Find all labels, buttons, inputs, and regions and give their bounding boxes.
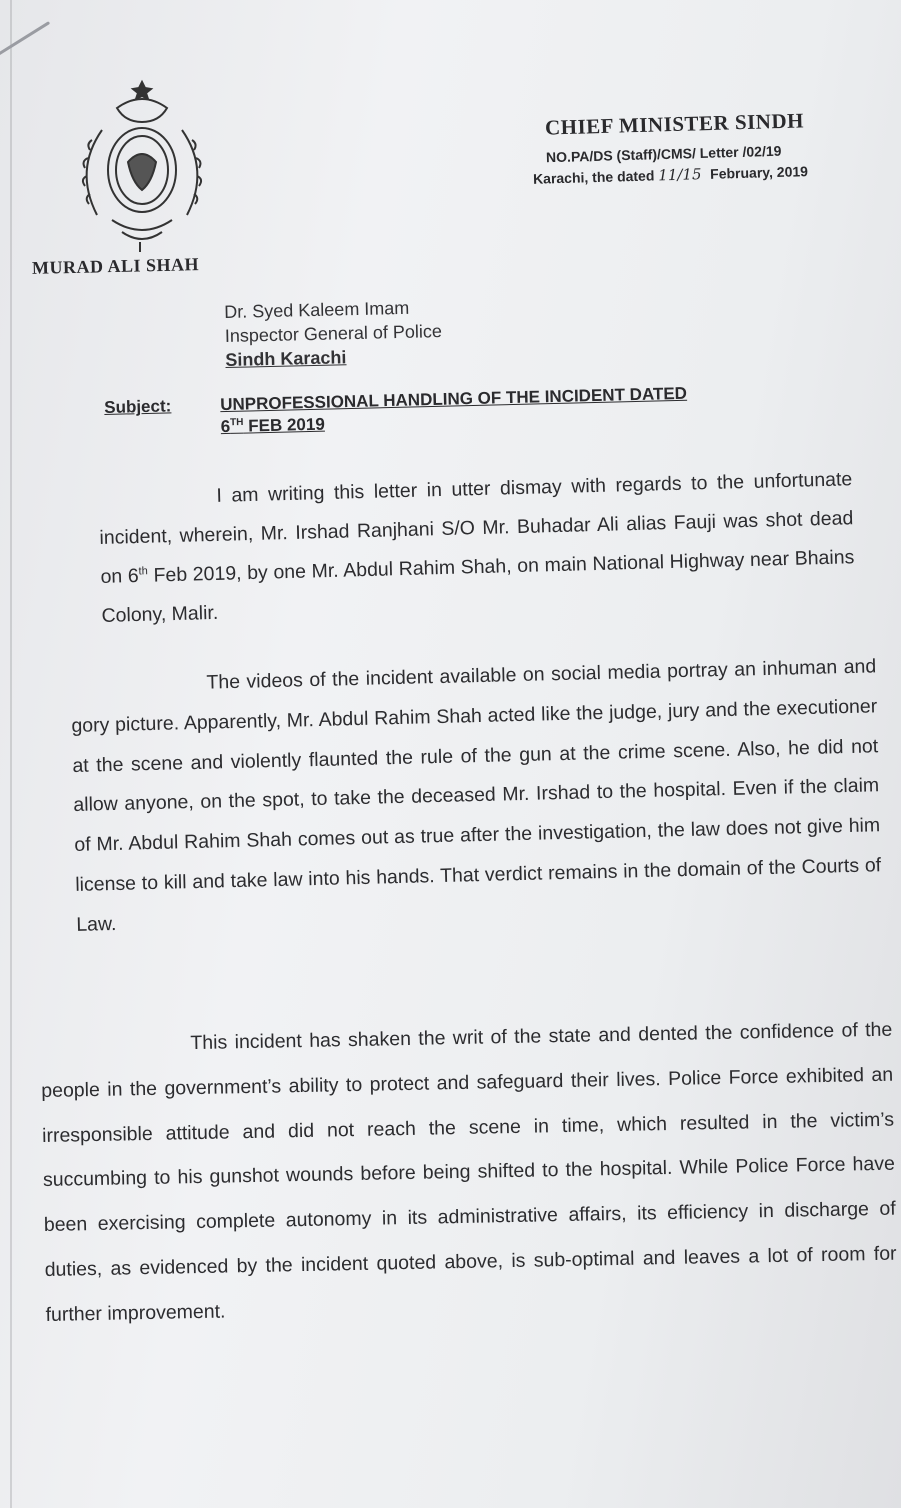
date-suffix: February, 2019	[709, 163, 809, 182]
subject-date-day: 6	[220, 416, 231, 437]
p1-sup: th	[138, 565, 148, 578]
date-prefix: Karachi, the dated	[532, 167, 655, 187]
handwritten-day: 11/15	[658, 165, 702, 185]
recipient-address	[224, 295, 443, 372]
body-paragraph-3: This incident has shaken the writ of the state and dented the confidence of the people in the government’s ability to protect and safeguard their lives. Police Force exhibited an irresponsible attitude and did not reach the scene in time, which resulted in the victim’s succumbing to his gunshot wounds before being shifted to the hospital. While Police Force have been exercising complete autonomy in its administrative affairs, its efficiency in discharge of duties, as evidenced by the incident quoted above, is sub-optimal and leaves a lot of room for further improvement.	[41, 1018, 897, 1326]
body-paragraph-1	[98, 460, 856, 636]
subject-label: Subject:	[104, 396, 172, 417]
subject-line	[104, 384, 688, 440]
subject-date-rest: FEB 2019	[243, 414, 326, 436]
stapler-pin	[0, 21, 50, 61]
subject-text: UNPROFESSIONAL HANDLING OF THE INCIDENT DATED	[219, 383, 688, 415]
letter-date	[533, 162, 808, 188]
p1-text-b: Feb 2019, by one Mr. Abdul Rahim Shah, on main National Highway near Bhains Colony, Malir.	[101, 546, 855, 627]
recipient-location: Sindh Karachi	[225, 347, 347, 370]
paper-fold	[10, 0, 12, 1508]
office-title: CHIEF MINISTER SINDH	[544, 108, 805, 140]
sindh-government-emblem-icon	[62, 70, 222, 255]
sender-name: MURAD ALI SHAH	[31, 254, 200, 278]
p1-text-a: I am writing this letter in utter dismay with regards to the unfortunate incident, wherein, Mr. Irshad Ranjhani S/O Mr. Buhadar Ali alias Fauji was shot dead on 6	[99, 468, 854, 588]
subject-date-suffix: TH	[229, 416, 244, 429]
recipient-name: Dr. Syed Kaleem Imam	[224, 297, 410, 322]
letter-number: NO.PA/DS (Staff)/CMS/ Letter /02/19	[545, 142, 782, 166]
body-paragraph-2: The videos of the incident available on social media portray an inhuman and gory picture. Apparently, Mr. Abdul Rahim Shah acted like the judge, jury and the executioner at the scene and violently flaunted the rule of the gun at the crime scene. Also, he did not allow anyone, on the spot, to take the deceased Mr. Irshad to the hospital. Even if the claim of Mr. Abdul Rahim Shah comes out as true after the investigation, the law does not give him license to kill and take law into his hands. That verdict remains in the domain of the Courts of Law.	[71, 655, 882, 936]
recipient-designation: Inspector General of Police	[224, 321, 443, 346]
